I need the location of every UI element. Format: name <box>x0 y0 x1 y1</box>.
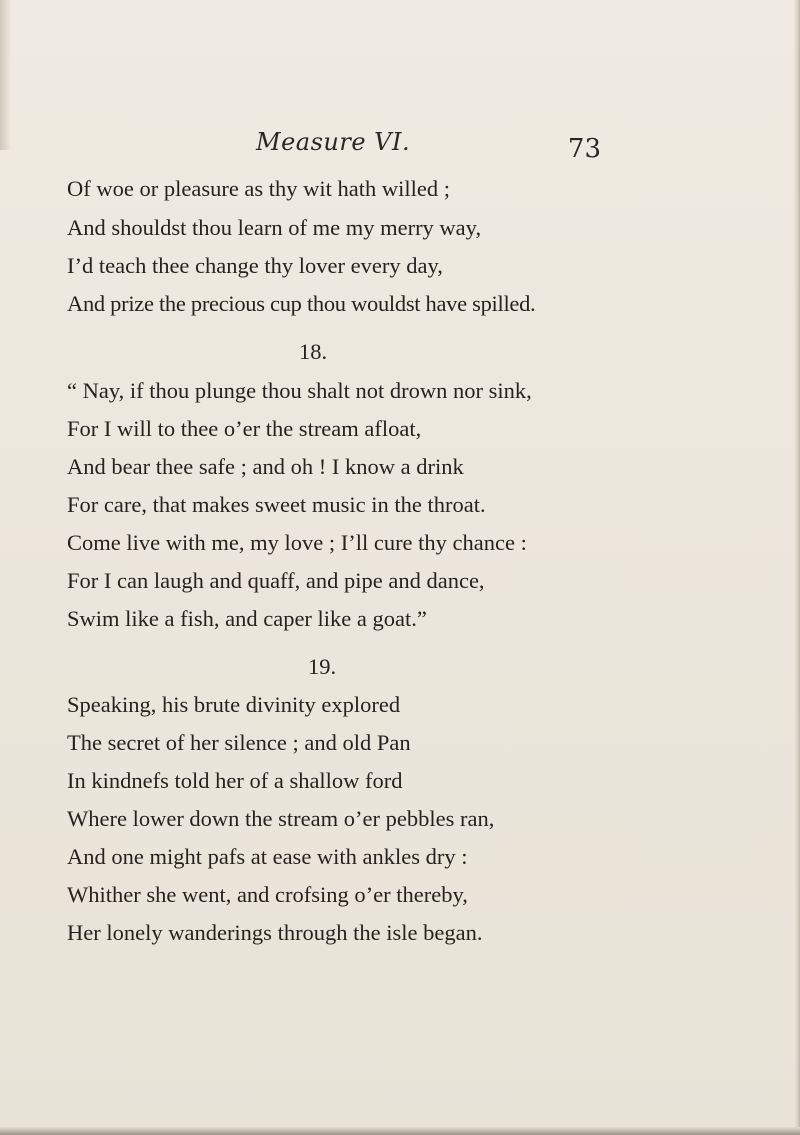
stanza-number-19: 19. <box>308 654 337 679</box>
poem-line: For care, that makes sweet music in the throat. <box>67 492 486 517</box>
page-number: 73 <box>567 134 601 164</box>
poem-line: Come live with me, my love ; I’ll cure thy chance : <box>67 530 527 555</box>
poem-line: Her lonely wanderings through the isle began. <box>67 920 483 945</box>
stanza-number-18: 18. <box>299 339 328 364</box>
poem-line: Whither she went, and crofsing o’er thereby, <box>67 882 468 907</box>
poem-line: I’d teach thee change thy lover every day, <box>67 253 443 278</box>
poem-line: In kindnefs told her of a shallow ford <box>67 768 403 793</box>
poem-line: For I will to thee o’er the stream afloat, <box>67 416 422 441</box>
poem-line: And one might pafs at ease with ankles dry : <box>67 844 468 869</box>
poem-line: “ Nay, if thou plunge thou shalt not drown nor sink, <box>67 378 532 403</box>
page-edge-left <box>0 0 10 150</box>
poem-line: For I can laugh and quaff, and pipe and dance, <box>67 568 485 593</box>
poem-line: Swim like a fish, and caper like a goat.” <box>67 606 427 631</box>
running-title: Measure VI. <box>256 128 411 156</box>
poem-line: Speaking, his brute divinity explored <box>67 692 401 717</box>
poem-line: And prize the precious cup thou wouldst have spilled. <box>67 291 536 316</box>
poem-line: And bear thee safe ; and oh ! I know a drink <box>67 454 464 479</box>
poem-line: The secret of her silence ; and old Pan <box>67 730 411 755</box>
page-edge-bottom <box>0 1127 800 1135</box>
poem-line: Of woe or pleasure as thy wit hath willed ; <box>67 176 451 201</box>
page-edge-right <box>794 0 800 1135</box>
poem-line: And shouldst thou learn of me my merry way, <box>67 215 482 240</box>
page-header <box>256 128 601 164</box>
poem-line: Where lower down the stream o’er pebbles ran, <box>67 806 495 831</box>
